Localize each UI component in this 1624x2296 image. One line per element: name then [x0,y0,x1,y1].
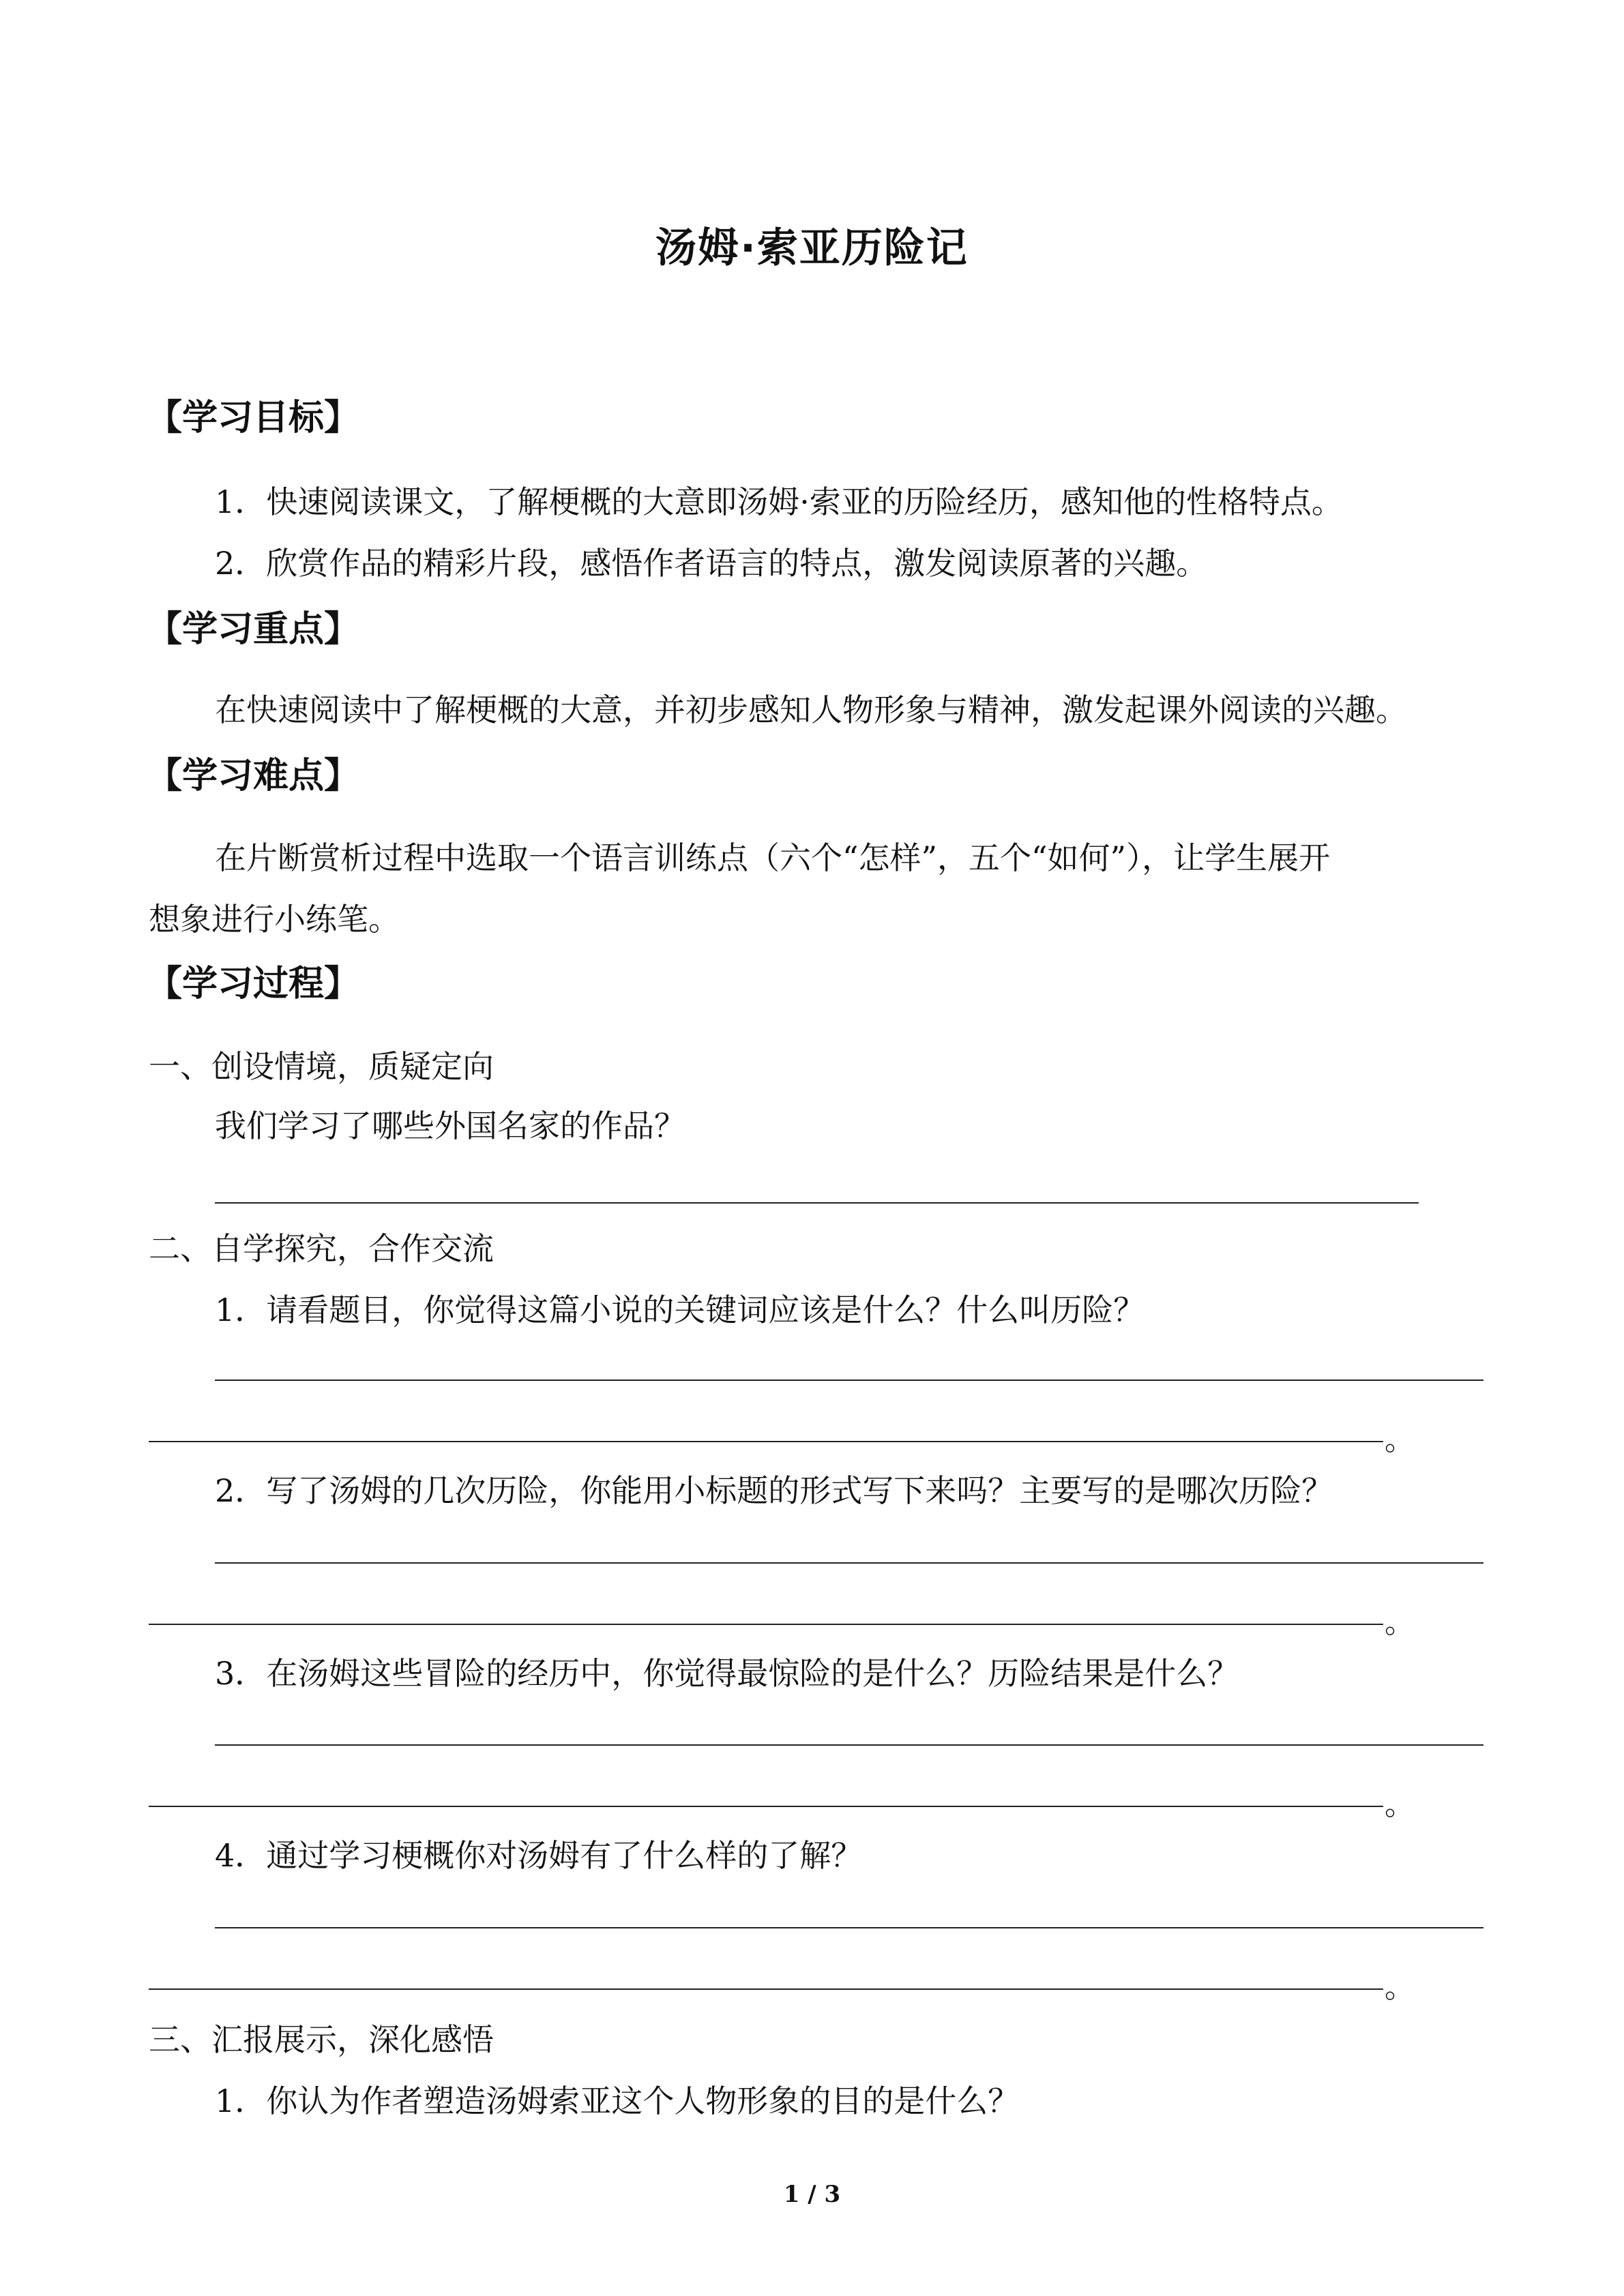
section-heading-process: 【学习过程】 [147,964,360,1004]
difficulty-text-line2: 想象进行小练笔。 [149,901,400,938]
answer-line[interactable] [149,1806,1383,1807]
part3-question-1: 1．你认为作者塑造汤姆索亚这个人物形象的目的是什么？ [215,2083,1020,2119]
answer-period: 。 [1385,1422,1415,1457]
answer-line[interactable] [149,1624,1383,1625]
difficulty-text-line1: 在片断赏析过程中选取一个语言训练点（六个“怎样”，五个“如何”），让学生展开 [215,839,1331,876]
answer-line[interactable] [149,1441,1383,1442]
answer-line[interactable] [215,1744,1483,1746]
part2-question-3: 3．在汤姆这些冒险的经历中，你觉得最惊险的是什么？历险结果是什么？ [215,1655,1239,1692]
answer-period: 。 [1385,1970,1415,2005]
focus-text: 在快速阅读中了解梗概的大意，并初步感知人物形象与精神，激发起课外阅读的兴趣。 [215,691,1407,728]
section-heading-difficulty: 【学习难点】 [147,756,360,796]
page-number: 1 / 3 [783,2181,841,2208]
part1-title: 一、创设情境，质疑定向 [149,1048,494,1085]
answer-line[interactable] [215,1927,1483,1928]
answer-period: 。 [1385,1605,1415,1640]
section-heading-goals: 【学习目标】 [147,398,360,438]
answer-line[interactable] [215,1562,1483,1564]
part2-question-2: 2．写了汤姆的几次历险，你能用小标题的形式写下来吗？主要写的是哪次历险？ [215,1472,1333,1509]
section-heading-focus: 【学习重点】 [147,609,360,650]
goal-item-1: 1．快速阅读课文，了解梗概的大意即汤姆·索亚的历险经历，感知他的性格特点。 [215,483,1343,520]
goal-item-2: 2．欣赏作品的精彩片段，感悟作者语言的特点，激发阅读原著的兴趣。 [215,545,1208,582]
part3-title: 三、汇报展示，深化感悟 [149,2021,494,2058]
part2-question-1: 1．请看题目，你觉得这篇小说的关键词应该是什么？什么叫历险？ [215,1292,1145,1328]
answer-line[interactable] [149,1988,1383,1990]
page-title: 汤姆·索亚历险记 [655,224,969,272]
part1-question: 我们学习了哪些外国名家的作品？ [215,1107,685,1144]
part2-title: 二、自学探究，合作交流 [149,1230,494,1267]
answer-line[interactable] [215,1202,1419,1204]
answer-period: 。 [1385,1787,1415,1822]
part2-question-4: 4．通过学习梗概你对汤姆有了什么样的了解？ [215,1837,863,1874]
answer-line[interactable] [215,1380,1483,1381]
